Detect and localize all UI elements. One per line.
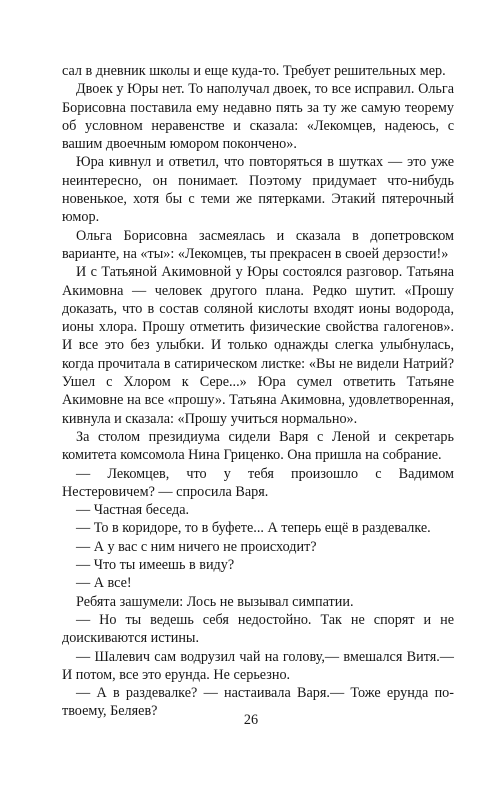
page-number: 26 xyxy=(243,712,259,728)
paragraph: — А все! xyxy=(76,575,132,592)
paragraph: — То в коридоре, то в буфете... А теперь ещё в раздевалке. xyxy=(76,520,431,537)
paragraph: сал в дневник школы и еще куда-то. Требует решительных мер. xyxy=(62,63,446,79)
paragraph: — А у вас с ним ничего не происходит? xyxy=(76,538,317,555)
paragraph: Двоек у Юры нет. То наполучал двоек, то все исправил. Ольга Борисовна поставила ему недавно пять за ту же самую теорему об условном неравенстве и сказала: «Лекомцев, надеюсь, с вашим двоечным юмором покончено». xyxy=(62,81,454,153)
paragraph: Ребята зашумели: Лось не вызывал симпатии. xyxy=(76,593,354,610)
paragraph: И с Татьяной Акимовной у Юры состоялся разговор. Татьяна Акимовна — человек другого плана. Редко шутит. «Прошу доказать, что в состав соляной кислоты входят ионы водорода, ионы хлора. Прошу отметить физические свойства галогенов». И все это без улыбки. И только однажды слегка улыбнулась, когда прочитала в сатирическом листке: «Вы не видели Натрий? Ушел с Хлором к Сере...» Юра сумел ответить Татьяне Акимовне на все «прошу». Татьяна Акимовна, удовлетворенная, кивнула и сказала: «Прошу учиться нормально». xyxy=(62,264,454,427)
paragraph: — Лекомцев, что у тебя произошло с Вадимом Нестеровичем? — спросила Варя. xyxy=(62,465,454,500)
paragraph: За столом президиума сидели Варя с Леной и секретарь комитета комсомола Нина Гриценко. Она пришла на собрание. xyxy=(62,428,454,464)
paragraph: Ольга Борисовна засмеялась и сказала в допетровском варианте, на «ты»: «Лекомцев, ты прекрасен в своей дерзости!» xyxy=(62,227,454,262)
paragraph: — Но ты ведешь себя недостойно. Так не спорят и не доискиваются истины. xyxy=(62,611,454,647)
paragraph: — Частная беседа. xyxy=(76,502,190,519)
paragraph: — Шалевич сам водрузил чай на голову,— вмешался Витя.— И потом, все это ерунда. Не серьезно. xyxy=(62,648,454,683)
paragraph: — Что ты имеешь в виду? xyxy=(76,557,235,574)
paragraph: — А в раздевалке? — настаивала Варя.— Тоже ерунда по-твоему, Беляев? xyxy=(62,685,454,720)
paragraph: Юра кивнул и ответил, что повторяться в шутках — это уже неинтересно, он понимает. Поэтому придумает что-нибудь новенькое, хотя бы с теми же пятерками. Этакий пятерочный юмор. xyxy=(62,154,454,226)
page-body xyxy=(62,62,454,721)
